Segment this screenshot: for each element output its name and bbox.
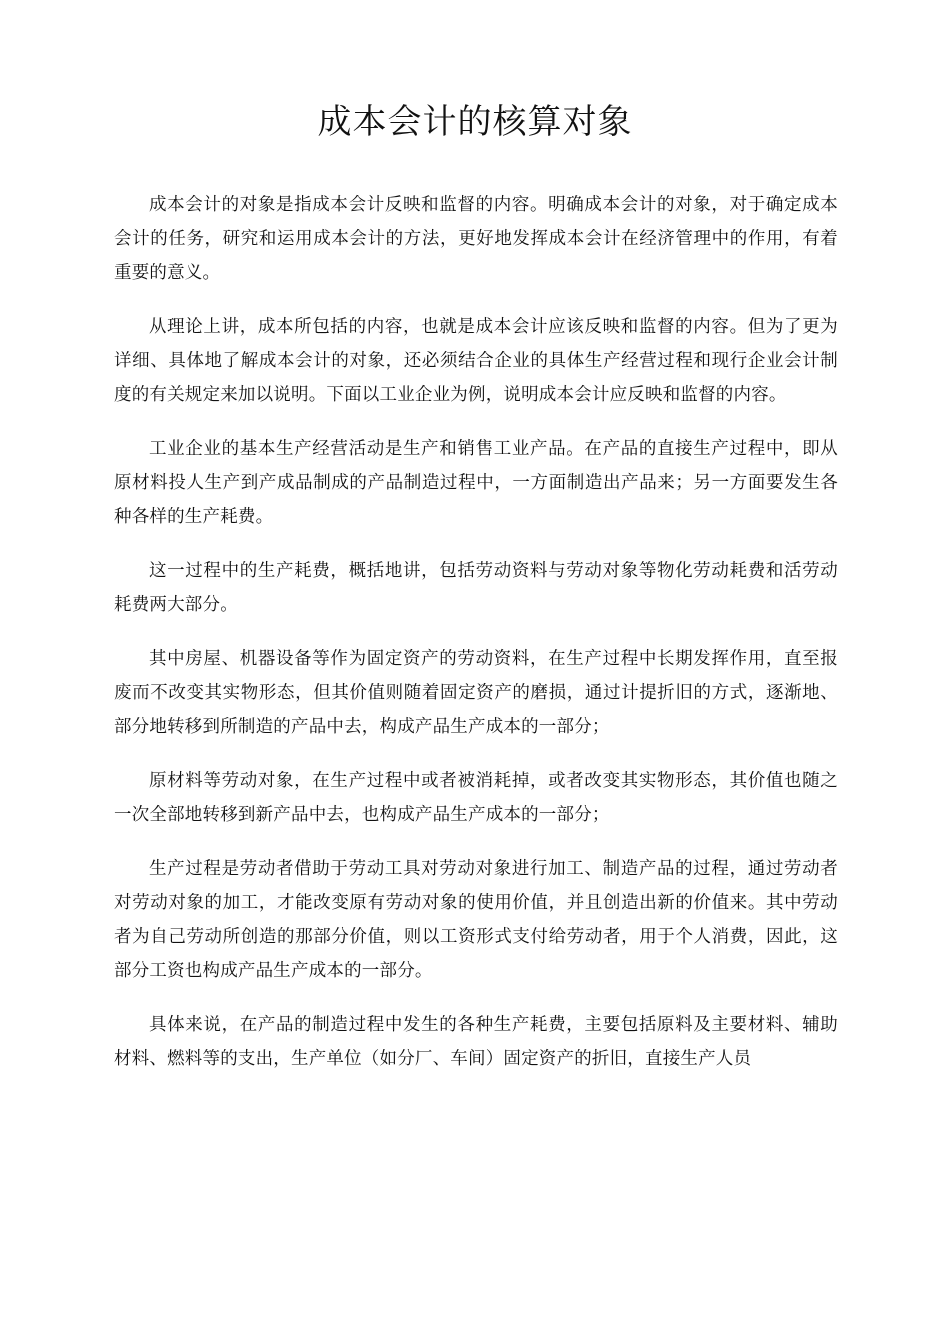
paragraph: 生产过程是劳动者借助于劳动工具对劳动对象进行加工、制造产品的过程，通过劳动者对劳动对象的加工，才能改变原有劳动对象的使用价值，并且创造出新的价值来。其中劳动者为自己劳动所创造的那部分价值，则以工资形式支付给劳动者，用于个人消费，因此，这部分工资也构成产品生产成本的一部分。: [114, 859, 838, 981]
paragraph: 具体来说，在产品的制造过程中发生的各种生产耗费，主要包括原料及主要材料、辅助材料、燃料等的支出，生产单位（如分厂、车间）固定资产的折旧，直接生产人员: [114, 1015, 838, 1069]
paragraph: 这一过程中的生产耗费，概括地讲，包括劳动资料与劳动对象等物化劳动耗费和活劳动耗费两大部分。: [114, 561, 838, 615]
paragraph: 成本会计的对象是指成本会计反映和监督的内容。明确成本会计的对象，对于确定成本会计的任务，研究和运用成本会计的方法，更好地发挥成本会计在经济管理中的作用，有着重要的意义。: [114, 195, 838, 283]
document-body: [114, 188, 838, 1096]
paragraph: 工业企业的基本生产经营活动是生产和销售工业产品。在产品的直接生产过程中，即从原材料投人生产到产成品制成的产品制造过程中，一方面制造出产品来；另一方面要发生各种各样的生产耗费。: [114, 439, 838, 527]
document-title: 成本会计的核算对象: [317, 102, 633, 142]
paragraph: 其中房屋、机器设备等作为固定资产的劳动资料，在生产过程中长期发挥作用，直至报废而不改变其实物形态，但其价值则随着固定资产的磨损，通过计提折旧的方式，逐渐地、部分地转移到所制造的产品中去，构成产品生产成本的一部分；: [114, 649, 838, 737]
paragraph: 原材料等劳动对象，在生产过程中或者被消耗掉，或者改变其实物形态，其价值也随之一次全部地转移到新产品中去，也构成产品生产成本的一部分；: [114, 771, 838, 825]
paragraph: 从理论上讲，成本所包括的内容，也就是成本会计应该反映和监督的内容。但为了更为详细、具体地了解成本会计的对象，还必须结合企业的具体生产经营过程和现行企业会计制度的有关规定来加以说明。下面以工业企业为例，说明成本会计应反映和监督的内容。: [114, 317, 838, 405]
